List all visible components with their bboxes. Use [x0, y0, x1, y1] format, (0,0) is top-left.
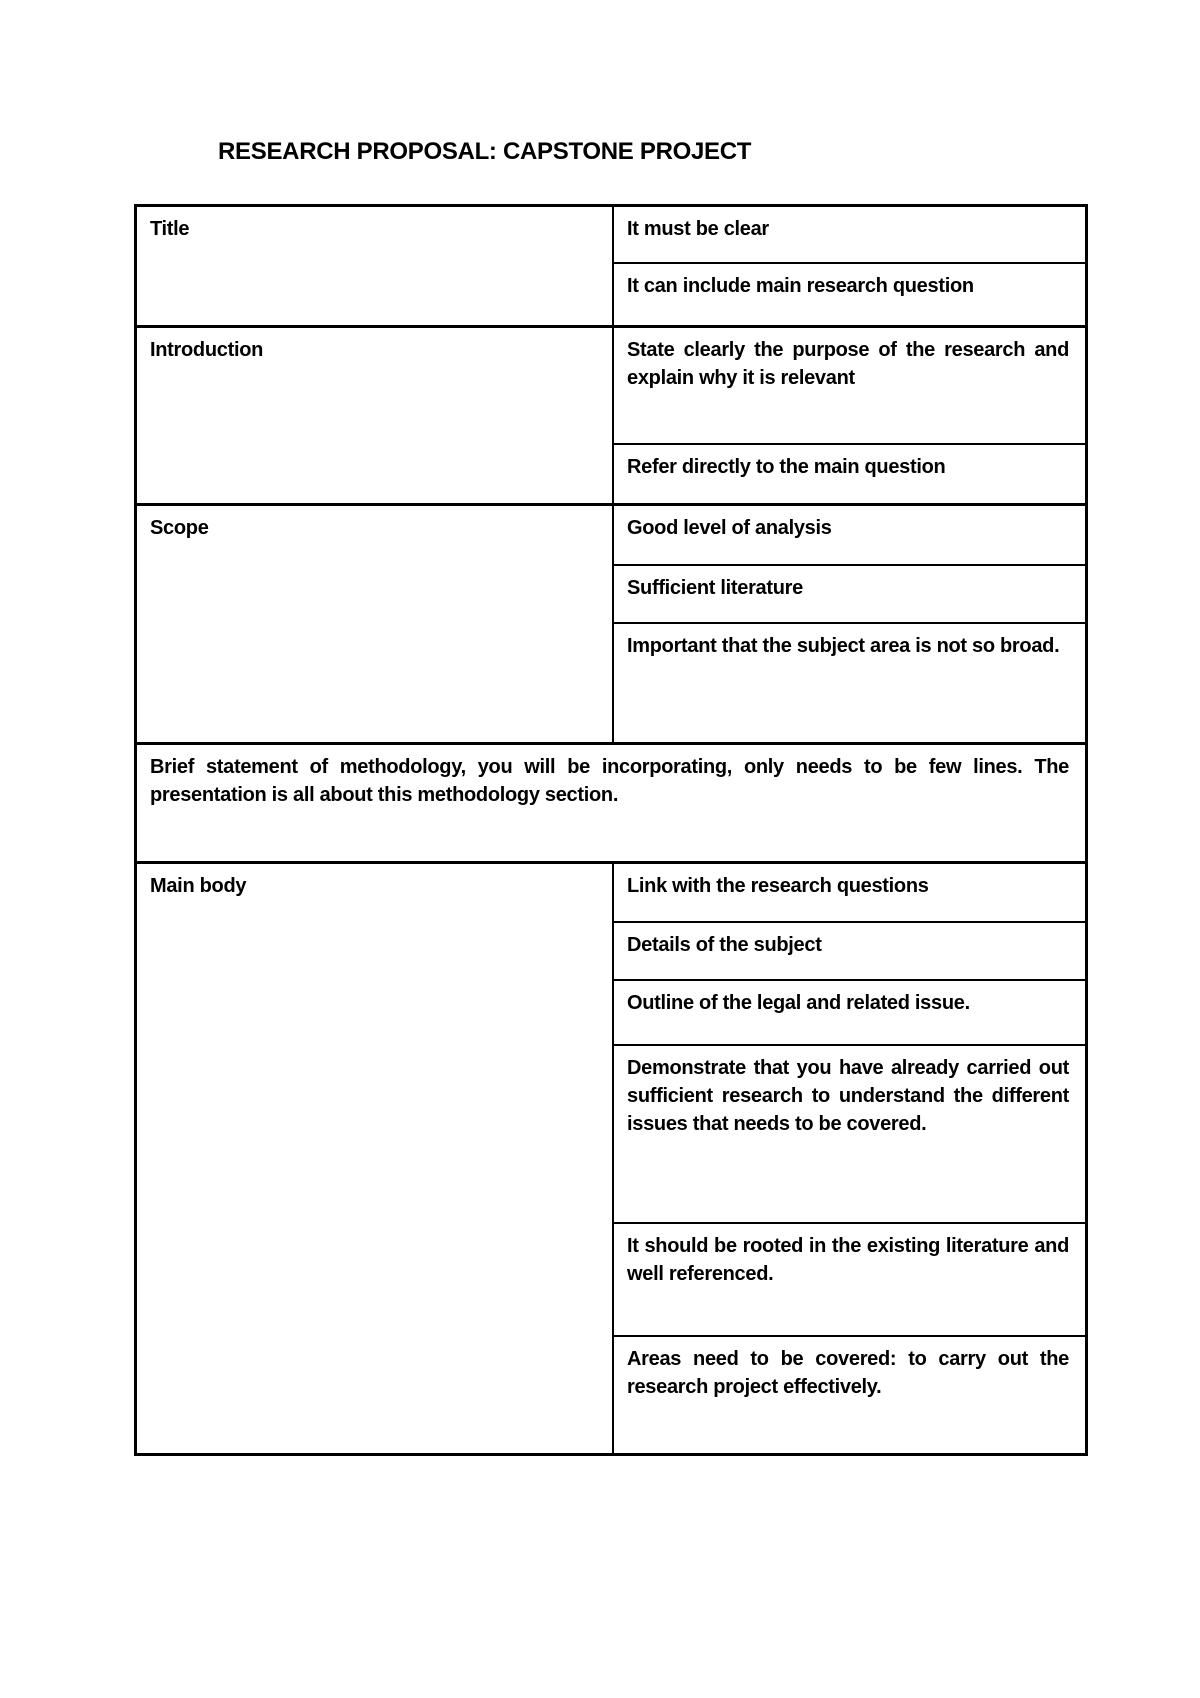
- point-text: Sufficient literature: [627, 577, 803, 599]
- row-points-column: [614, 207, 1085, 325]
- row-label: Introduction: [150, 339, 264, 361]
- row-label-cell: [137, 506, 614, 742]
- point-cell: [614, 443, 1085, 503]
- row-label-cell: [137, 328, 614, 503]
- row-points-column: [614, 328, 1085, 503]
- point-cell: [614, 864, 1085, 921]
- table-row-full-3: [137, 742, 1085, 861]
- row-label: Title: [150, 218, 190, 240]
- table-row-introduction: [137, 325, 1085, 503]
- point-cell: [614, 921, 1085, 979]
- point-cell: [614, 1335, 1085, 1453]
- point-text: Important that the subject area is not so broad.: [627, 635, 1060, 657]
- row-label-cell: [137, 864, 614, 1453]
- point-cell: [614, 979, 1085, 1044]
- document-title: RESEARCH PROPOSAL: CAPSTONE PROJECT: [218, 138, 752, 165]
- point-text: It must be clear: [627, 218, 769, 240]
- table-row-scope: [137, 503, 1085, 742]
- point-text: Link with the research questions: [627, 875, 929, 897]
- point-text: Areas need to be covered: to carry out the research project effectively.: [627, 1348, 1069, 1398]
- point-cell: [614, 564, 1085, 622]
- proposal-table: [134, 204, 1088, 1456]
- point-text: Demonstrate that you have already carried out sufficient research to understand the different issues that needs to be covered.: [627, 1057, 1069, 1135]
- full-row-text: Brief statement of methodology, you will be incorporating, only needs to be few lines. The presentation is all about this methodology section.: [150, 756, 1069, 806]
- row-label: Scope: [150, 517, 209, 539]
- point-cell: [614, 262, 1085, 325]
- table-row-main-body: [137, 861, 1085, 1453]
- point-text: Outline of the legal and related issue.: [627, 992, 970, 1014]
- point-cell: [614, 506, 1085, 564]
- point-text: It can include main research question: [627, 275, 974, 297]
- point-cell: [614, 328, 1085, 443]
- point-text: Good level of analysis: [627, 517, 832, 539]
- row-label-cell: [137, 207, 614, 325]
- point-cell: [614, 1222, 1085, 1335]
- row-label: Main body: [150, 875, 247, 897]
- row-points-column: [614, 864, 1085, 1453]
- point-text: Refer directly to the main question: [627, 456, 946, 478]
- row-points-column: [614, 506, 1085, 742]
- point-text: State clearly the purpose of the research and explain why it is relevant: [627, 339, 1069, 389]
- point-cell: [614, 1044, 1085, 1222]
- table-row-title: [137, 207, 1085, 325]
- point-cell: [614, 207, 1085, 262]
- point-text: It should be rooted in the existing literature and well referenced.: [627, 1235, 1069, 1285]
- point-cell: [614, 622, 1085, 742]
- point-text: Details of the subject: [627, 934, 822, 956]
